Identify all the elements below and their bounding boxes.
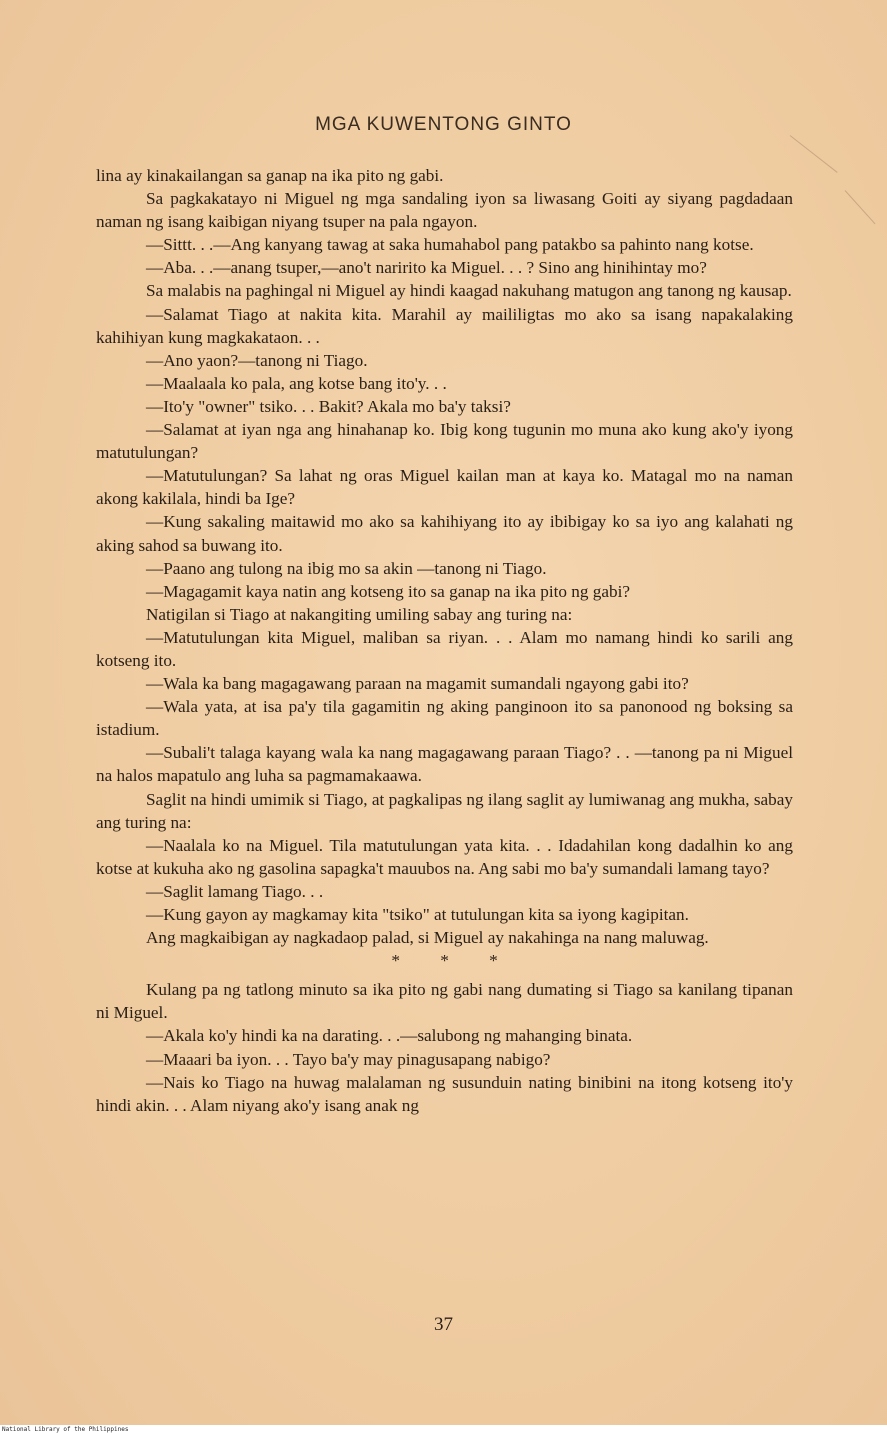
paragraph: Sa malabis na paghingal ni Miguel ay hindi kaagad nakuhang matugon ang tanong ng kausap. bbox=[146, 281, 792, 301]
page-edge-mark bbox=[790, 135, 838, 173]
paragraph: —Matutulungan? Sa lahat ng oras Miguel kailan man at kaya ko. Matagal mo na naman akong kakilala, hindi ba Ige? bbox=[96, 466, 793, 509]
paragraph: —Kung gayon ay magkamay kita "tsiko" at tutulungan kita sa iyong kagipitan. bbox=[146, 905, 689, 924]
paragraph: —Ano yaon?—tanong ni Tiago. bbox=[146, 350, 368, 370]
paragraph: —Sittt. . .—Ang kanyang tawag at saka humahabol pang patakbo sa pahinto nang kotse. bbox=[146, 235, 754, 255]
paragraph: —Wala ka bang magagawang paraan na magamit sumandali ngayong gabi ito? bbox=[146, 674, 689, 694]
library-credit: National Library of the Philippines bbox=[2, 1426, 129, 1433]
paragraph: —Salamat at iyan nga ang hinahanap ko. Ibig kong tugunin mo muna ako kung ako'y iyong matutulungan? bbox=[96, 420, 793, 463]
paragraph: Natigilan si Tiago at nakangiting umiling sabay ang turing na: bbox=[146, 604, 573, 624]
paragraph: —Subali't talaga kayang wala ka nang magagawang paraan Tiago? . . —tanong pa ni Miguel na halos mapatulo ang luha sa pagmamakaawa. bbox=[96, 743, 793, 786]
paragraph: —Akala ko'y hindi ka na darating. . .—salubong ng mahanging binata. bbox=[146, 1026, 633, 1046]
section-separator: * * * bbox=[391, 951, 516, 971]
paragraph: —Aba. . .—anang tsuper,—ano't naririto ka Miguel. . . ? Sino ang hinihintay mo? bbox=[146, 258, 707, 278]
paragraph: —Nais ko Tiago na huwag malalaman ng susunduin nating binibini na itong kotseng ito'y hindi akin. . . Alam niyang ako'y isang anak ng bbox=[96, 1072, 793, 1115]
paragraph: lina ay kinakailangan sa ganap na ika pito ng gabi. bbox=[96, 166, 444, 185]
paragraph: —Magagamit kaya natin ang kotseng ito sa ganap na ika pito ng gabi? bbox=[146, 581, 630, 601]
paragraph: —Maaari ba iyon. . . Tayo ba'y may pinagusapang nabigo? bbox=[146, 1049, 551, 1069]
page-number: 37 bbox=[434, 1314, 453, 1335]
running-title: MGA KUWENTONG GINTO bbox=[315, 114, 572, 135]
scan-footer bbox=[0, 1425, 887, 1433]
paragraph: —Kung sakaling maitawid mo ako sa kahihiyang ito ay ibibigay ko sa iyo ang kalahati ng aking sahod sa buwang ito. bbox=[96, 512, 793, 555]
page-edge-mark bbox=[845, 190, 876, 224]
paragraph: —Paano ang tulong na ibig mo sa akin —tanong ni Tiago. bbox=[146, 558, 547, 578]
paragraph: Ang magkaibigan ay nagkadaop palad, si Miguel ay nakahinga na nang maluwag. bbox=[146, 928, 709, 948]
paragraph: Saglit na hindi umimik si Tiago, at pagkalipas ng ilang saglit ay lumiwanag ang mukha, sabay ang turing na: bbox=[96, 789, 793, 832]
body-text bbox=[96, 164, 793, 1117]
paragraph: —Saglit lamang Tiago. . . bbox=[146, 881, 324, 901]
paragraph: —Naalala ko na Miguel. Tila matutulungan yata kita. . . Idadahilan kong dadalhin ko ang kotse at kukuha ako ng gasolina sapagka't mauubos na. Ang sabi mo ba'y sumandali lamang tayo? bbox=[96, 835, 793, 878]
paragraph: —Ito'y "owner" tsiko. . . Bakit? Akala mo ba'y taksi? bbox=[146, 396, 511, 416]
paragraph: —Wala yata, at isa pa'y tila gagamitin ng aking panginoon ito sa panonood ng boksing sa istadium. bbox=[96, 697, 793, 740]
paragraph: —Maalaala ko pala, ang kotse bang ito'y. . . bbox=[146, 373, 447, 393]
paragraph: —Salamat Tiago at nakita kita. Marahil ay maililigtas mo ako sa isang napakalaking kahihiyan kung magkakataon. . . bbox=[96, 304, 793, 347]
paragraph: Kulang pa ng tatlong minuto sa ika pito ng gabi nang dumating si Tiago sa kanilang tipanan ni Miguel. bbox=[96, 980, 793, 1023]
paragraph: —Matutulungan kita Miguel, maliban sa riyan. . . Alam mo namang hindi ko sarili ang kotseng ito. bbox=[96, 627, 793, 670]
paragraph: Sa pagkakatayo ni Miguel ng mga sandaling iyon sa liwasang Goiti ay siyang pagdadaan naman ng isang kaibigan niyang tsuper na pala ngayon. bbox=[96, 189, 793, 232]
